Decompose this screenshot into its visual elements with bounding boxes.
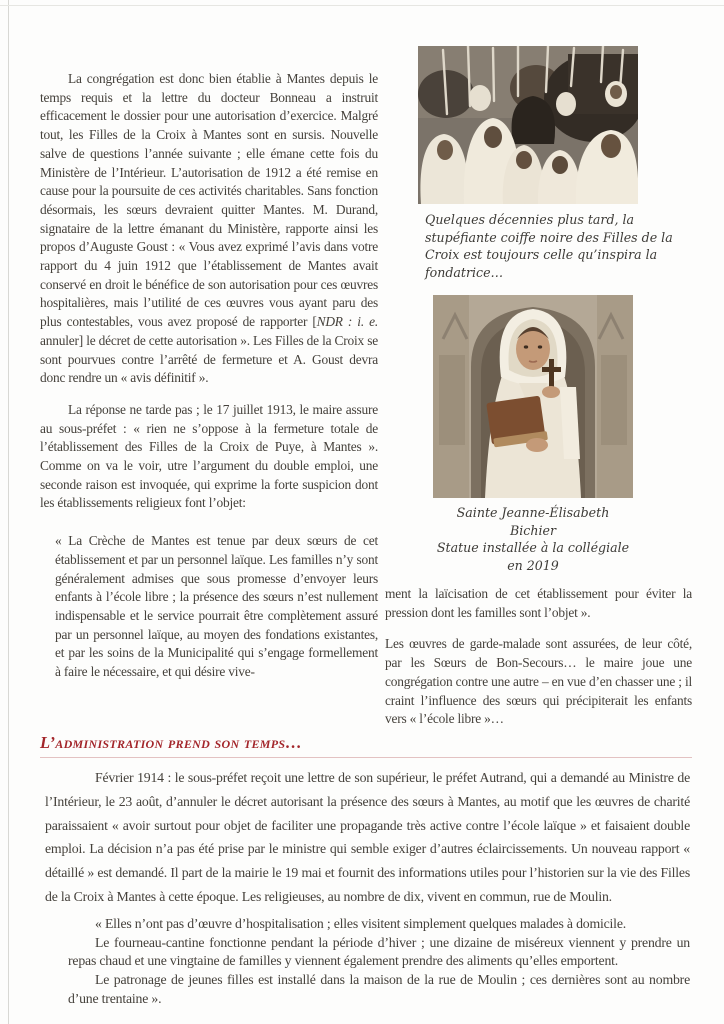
section-heading: L’administration prend son temps… [40,733,692,758]
statue-caption-line-3: en 2019 [507,557,559,573]
paragraph-fevrier-1914: Février 1914 : le sous-préfet reçoit une lettre de son supérieur, le préfet Autrand, qui a demandé au Ministre de l’Intérieur, le 23 août, d’annuler le décret autorisant la présence des sœurs à Mantes, au motif que les œuvres de charité paraissaient « avoir surtout pour objet de faciliter une propagande très active contre l’école laïque » et faisaient double emploi. La décision n’a pas été prise par le ministre qui semble exiger d’autres éclaircissements. Un nouveau rapport « détaillé » est demandé. Il part de la mairie le 19 mai et fournit des informations utiles pour l’historien sur la vie des Filles de la Croix à Mantes à cette époque. Les religieuses, au nombre de dix, vivent en commun, rue de Moulin. [45,770,690,904]
statue-caption-line-1: Sainte Jeanne-Élisabeth Bichier [456,505,610,538]
paragraph-congregation-ndr-note: NDR : i. e. [316,314,378,330]
statue-caption-line-2: Statue installée à la collégiale [436,540,630,555]
section-body [45,766,690,1009]
report-quote-block [45,915,690,1009]
report-quote-line-2: Le fourneau-cantine fonctionne pendant la période d’hiver ; une dizaine de miséreux viennent y prendre un repas chaud et une vingtaine de familles y viennent également prendre des aliments qu’elles emportent. [68,934,690,969]
page-scan-top-edge [0,5,724,6]
page-scan-left-edge [8,0,9,1024]
paragraph-congregation [40,70,378,388]
statue-photo-caption [433,504,633,574]
paragraph-reponse: La réponse ne tarde pas ; le 17 juillet 1913, le maire assure au sous-préfet : « rien ne s’oppose à la fermeture totale de l’établissement des Filles de la Croix de Puye, à Mantes ». Comme on va le voir, utre l’argument du double emploi, une seconde raison est invoquée, qui exprime la forte suspicion dont les établissements religieux font l’objet: [40,401,378,511]
procession-photo [418,46,638,204]
right-column [385,46,692,729]
paragraph-congregation-pre: La congrégation est donc bien établie à Mantes depuis le temps requis et la lettre du docteur Bonneau a instruit efficacement le dossier pour une autorisation d’exercice. Malgré tout, les Filles de la Croix à Mantes sont en sursis. Nouvelle salve de questions l’année suivante ; elle émane cette fois du Ministère de l’Intérieur. L’autorisation de 1912 a été remise en cause pour la poursuite de ces activités charitables. Sans fonction désormais, les sœurs devraient quitter Mantes. M. Durand, signataire de la lettre émanant du Ministère, rapporte ainsi les propos d’Auguste Goust : « Vous avez exprimé l’avis dans votre rapport du 4 juin 1912 que l’établissement de Mantes avait conservé en droit le bénéfice de son autorisation pour ces œuvres hospitalières, mais l’utilité de ces œuvres vous ayant paru des plus contestables, vous avez proposé de rapporter [ [40,71,378,330]
administration-section [40,733,692,1009]
procession-photo-caption: Quelques décennies plus tard, la stupéfiante coiffe noire des Filles de la Croix est toujours celle qu’inspira la fondatrice… [425,212,673,280]
paragraph-garde-malade: Les œuvres de garde-malade sont assurées, de leur côté, par les Sœurs de Bon-Secours… le maire joue une congrégation contre une autre – en vue d’en chasser une ; il craint l’influence des sœurs qui précipiterait les enfants vers « l’école libre »… [385,636,692,727]
left-text-column [40,70,378,682]
report-quote-line-3: Le patronage de jeunes filles est installé dans la maison de la rue de Moulin ; ces dernières sont au nombre d’une trentaine ». [68,972,690,1006]
quote-creche-de-mantes: « La Crèche de Mantes est tenue par deux sœurs de cet établissement et par un personnel laïque. Les familles n’y sont généralement admises que sous promesse d’envoyer leurs enfants à l’école libre ; la présence des sœurs n’est nullement indispensable et le service pourrait être complètement assuré par un personnel laïque, au moyen des fondations existantes, et par les soins de la Municipalité qui s’engage formellement à faire le nécessaire, et qui désire vive- [55,533,378,680]
paragraph-congregation-post: annuler] le décret de cette autorisation ». Les Filles de la Croix se sont pourvues contre l’arrêté de fermeture et A. Goust devra donc rendre un « avis définitif ». [40,332,378,386]
right-column-text [385,585,692,729]
report-quote-line-1: « Elles n’ont pas d’œuvre d’hospitalisation ; elles visitent simplement quelques malades à domicile. [95,915,626,931]
statue-photo [433,295,633,498]
quote-continuation: ment la laïcisation de cet établissement pour éviter la pression dont les familles sont l’objet ». [385,586,692,620]
